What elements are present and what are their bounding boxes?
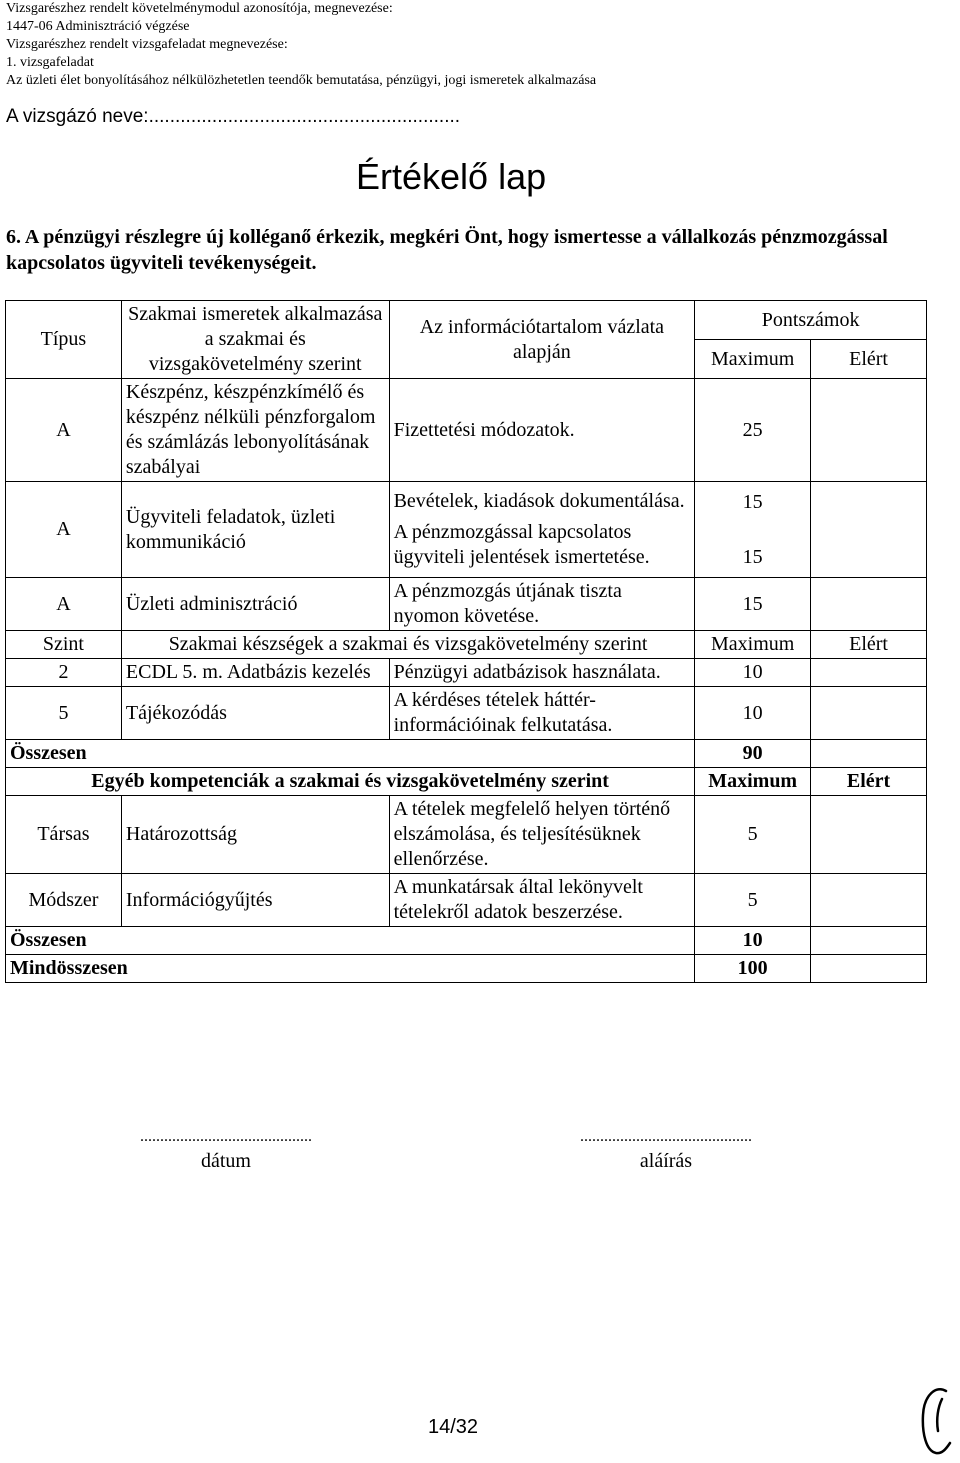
table-row: [6, 379, 927, 482]
competency-cell: Határozottság: [121, 796, 389, 874]
content-cell: A kérdéses tételek háttér-információinak felkutatása.: [389, 687, 695, 740]
skills-header-row: [6, 631, 927, 659]
achieved-cell[interactable]: [811, 659, 927, 687]
handwritten-mark-icon: [918, 1385, 954, 1459]
page-number: 14/32: [428, 1416, 479, 1438]
header-task-number: 1. vizsgafeladat: [6, 55, 94, 70]
subtotal-label: Összesen: [6, 927, 695, 955]
content-cell: Pénzügyi adatbázisok használata.: [389, 659, 695, 687]
header-knowledge: Szakmai ismeretek alkalmazása a szakmai és vizsgakövetelmény szerint: [121, 301, 389, 379]
header-task-name: Az üzleti élet bonyolításához nélkülözhetetlen teendők bemutatása, pénzügyi, jogi ismeretek alkalmazása: [6, 73, 597, 88]
content-cell: A munkatársak által lekönyvelt tételekről adatok beszerzése.: [389, 874, 695, 927]
achieved-cell[interactable]: [811, 874, 927, 927]
achieved-cell[interactable]: [811, 927, 927, 955]
signature-label: aláírás: [639, 1150, 693, 1172]
header-maximum: Maximum: [695, 768, 811, 796]
max-value: 15: [742, 490, 763, 513]
page-title: Értékelő lap: [356, 156, 547, 197]
achieved-cell[interactable]: [811, 955, 927, 983]
header-level: Szint: [6, 631, 122, 659]
header-achieved: Elért: [811, 340, 927, 379]
subtotal-row: [6, 740, 927, 768]
total-label: Mindösszesen: [6, 955, 695, 983]
table-row: [6, 578, 927, 631]
type-cell: A: [6, 482, 122, 578]
table-row: [6, 874, 927, 927]
content-cell: A tételek megfelelő helyen történő elszámolása, és teljesítésüknek ellenőrzése.: [389, 796, 695, 874]
content-item: A pénzmozgással kapcsolatos ügyviteli jelentések ismertetése.: [393, 521, 650, 568]
content-cell: [389, 482, 695, 578]
header-achieved: Elért: [811, 768, 927, 796]
type-cell: A: [6, 379, 122, 482]
level-cell: 5: [6, 687, 122, 740]
achieved-cell[interactable]: [811, 578, 927, 631]
achieved-cell[interactable]: [811, 740, 927, 768]
max-cell: 5: [695, 796, 811, 874]
signature-line[interactable]: ...........................................: [580, 1128, 752, 1145]
table-row: [6, 659, 927, 687]
topic-cell: Készpénz, készpénzkímélő és készpénz nélküli pénzforgalom és számlázás lebonyolításának szabályai: [121, 379, 389, 482]
content-cell: A pénzmozgás útjának tiszta nyomon követése.: [389, 578, 695, 631]
type-cell: A: [6, 578, 122, 631]
table-header-row: [6, 301, 927, 340]
subtotal-max: 90: [695, 740, 811, 768]
skill-cell: ECDL 5. m. Adatbázis kezelés: [121, 659, 389, 687]
header-task-label: Vizsgarészhez rendelt vizsgafeladat megnevezése:: [6, 37, 288, 52]
max-cell: 10: [695, 687, 811, 740]
competency-cell: Információgyűjtés: [121, 874, 389, 927]
subtotal-label: Összesen: [6, 740, 695, 768]
signature-block: [526, 1128, 806, 1173]
max-cell: 25: [695, 379, 811, 482]
header-maximum: Maximum: [695, 340, 811, 379]
header-skills: Szakmai készségek a szakmai és vizsgakövetelmény szerint: [121, 631, 694, 659]
task-description: 6. A pénzügyi részlegre új kolléganő érkezik, megkéri Önt, hogy ismertesse a vállalkozás pénzmozgással kapcsolatos ügyviteli tevékenységeit.: [6, 226, 888, 274]
header-type: Típus: [6, 301, 122, 379]
header-info: Az információtartalom vázlata alapján: [389, 301, 695, 379]
max-cell: [695, 482, 811, 578]
level-cell: 2: [6, 659, 122, 687]
date-signature-block: [86, 1128, 366, 1173]
content-item: Bevételek, kiadások dokumentálása.: [393, 490, 685, 512]
total-max: 100: [695, 955, 811, 983]
achieved-cell[interactable]: [811, 482, 927, 578]
header-points: Pontszámok: [695, 301, 927, 340]
type-cell: Módszer: [6, 874, 122, 927]
skill-cell: Tájékozódás: [121, 687, 389, 740]
topic-cell: Üzleti adminisztráció: [121, 578, 389, 631]
achieved-cell[interactable]: [811, 796, 927, 874]
table-row: [6, 687, 927, 740]
other-header-row: [6, 768, 927, 796]
max-value: 15: [742, 545, 763, 568]
header-achieved: Elért: [811, 631, 927, 659]
header-other: Egyéb kompetenciák a szakmai és vizsgakövetelmény szerint: [6, 768, 695, 796]
header-module-name: 1447-06 Adminisztráció végzése: [6, 19, 190, 34]
document-header: [6, 0, 596, 90]
evaluation-table: [5, 300, 927, 983]
date-line[interactable]: ...........................................: [140, 1128, 312, 1145]
achieved-cell[interactable]: [811, 379, 927, 482]
table-row: [6, 482, 927, 578]
subtotal-max: 10: [695, 927, 811, 955]
header-maximum: Maximum: [695, 631, 811, 659]
max-cell: 5: [695, 874, 811, 927]
header-module-label: Vizsgarészhez rendelt követelménymodul azonosítója, megnevezése:: [6, 1, 393, 16]
topic-cell: Ügyviteli feladatok, üzleti kommunikáció: [121, 482, 389, 578]
total-row: [6, 955, 927, 983]
max-cell: 15: [695, 578, 811, 631]
date-label: dátum: [201, 1150, 251, 1172]
subtotal-row: [6, 927, 927, 955]
max-cell: 10: [695, 659, 811, 687]
content-cell: Fizettetési módozatok.: [389, 379, 695, 482]
type-cell: Társas: [6, 796, 122, 874]
candidate-name-field: A vizsgázó neve:...........................................................: [6, 106, 461, 127]
achieved-cell[interactable]: [811, 687, 927, 740]
table-row: [6, 796, 927, 874]
